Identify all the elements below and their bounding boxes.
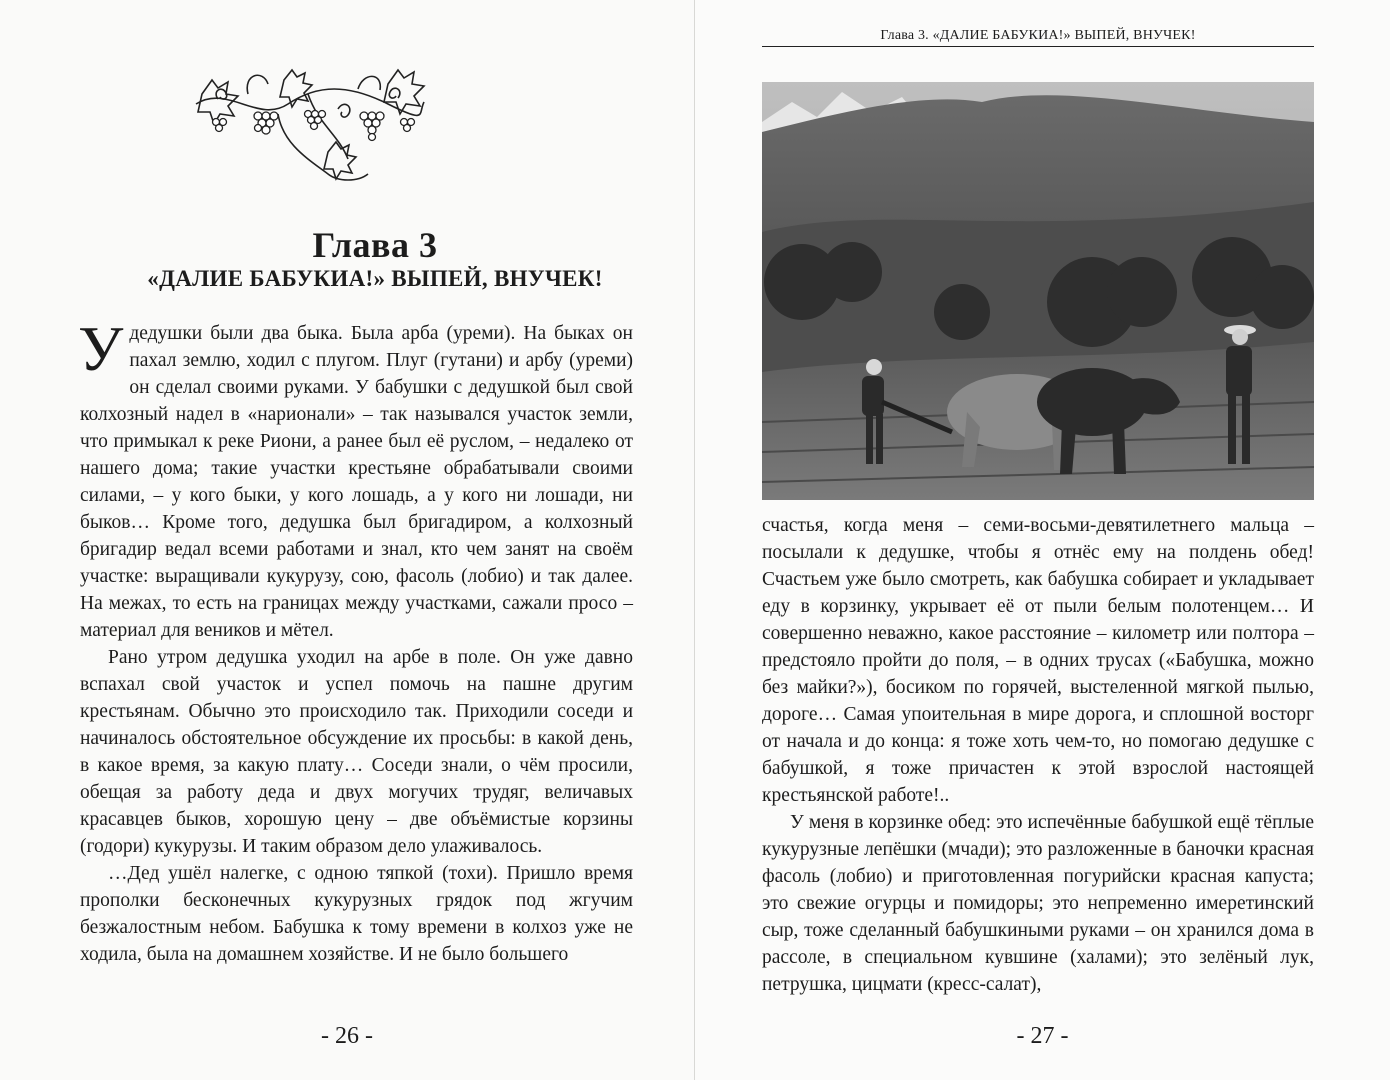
paragraph: Рано утром дедушка уходил на арбе в поле. Он уже давно вспахал свой участок и успел помочь на пашне другим крестьянам. Обычно это происходило так. Приходили соседи и начиналось обстоятельное обсуждение их просьбы: в какой день, в какое время, за какую плату… Соседи знали, о чём просили, обещая за работу деда и двух могучих трудяг, величавых красавцев быков, хорошую цену – две объёмистые корзины (годори) кукурузы. И таким образом дело улаживалось. bbox=[80, 647, 633, 857]
left-page-text bbox=[78, 313, 633, 968]
header-rule bbox=[762, 46, 1314, 47]
chapter-title: Глава 3 bbox=[312, 225, 438, 265]
paragraph: У меня в корзинке обед: это испечённые бабушкой ещё тёплые кукурузные лепёшки (мчади); это разложенные в баночки красная фасоль (лобио) и приготовленная погурийски красная капуста; это свежие огурцы и помидоры; это непременно имеретинский сыр, тоже сделанный бабушкиными руками – он хранился дома в рассоле, в специальном кувшине (халами); это зелёный лук, петрушка, цицмати (кресс-салат), bbox=[762, 812, 1314, 995]
grapevine-ornament-icon bbox=[188, 64, 428, 194]
paragraph: счастья, когда меня – семи-восьми-девятилетнего мальца – посылали к дедушке, чтобы я отнёс ему на полдень обед! Счастьем уже было смотреть, как бабушка собирает и укладывает еду в корзинку, укрывает её от пыли белым полотенцем… И совершенно неважно, какое расстояние – километр или полтора – предстояло пройти до поля, – в одних трусах («Бабушка, можно без майки?»), босиком по горячей, выстеленной мягкой пылью, дороге… Самая упоительная в мире дорога, и сплошной восторг от начала и до конца: я тоже хоть чем-то, но помогаю дедушке с бабушкой, я тоже причастен к этой взрослой настоящей крестьянской работе!.. bbox=[762, 515, 1314, 806]
drop-cap: У bbox=[78, 313, 124, 384]
right-page-text bbox=[762, 512, 1314, 998]
page-number: - 26 - bbox=[321, 1023, 373, 1049]
paragraph: …Дед ушёл налегке, с одною тяпкой (тохи). Пришло время прополки бесконечных кукурузных грядок под жгучим безжалостным небом. Бабушка к тому времени в колхоз уже не ходила, была на домашнем хозяйстве. И не было большего bbox=[80, 863, 633, 965]
chapter-subtitle: «ДАЛИЕ БАБУКИА!» ВЫПЕЙ, ВНУЧЕК! bbox=[147, 266, 603, 291]
right-page bbox=[695, 0, 1390, 1080]
paragraph-text: дедушки были два быка. Была арба (уреми). На быках он пахал землю, ходил с плугом. Плуг (гутани) и арбу (уреми) он сделал своими руками. У бабушки с дедушкой был свой колхозный надел в «нарионали» – так назывался участок земли, что примыкал к реке Риони, а ранее был её руслом, – недалеко от нашего дома; такие участки крестьяне обрабатывали своими силами, – у кого быки, у кого лошадь, а у кого ни лошади, ни быков… Кроме того, дедушка был бригадиром, а колхозный бригадир ведал всеми работами и знал, кто чем занят на своём участке: выращивали кукурузу, сою, фасоль (лобио) и так далее. На межах, то есть на границах между участками, сажали просо – материал для веников и мётел. bbox=[80, 323, 633, 641]
page-number: - 27 - bbox=[1016, 1023, 1069, 1049]
photo-plowing-oxen-icon bbox=[762, 82, 1314, 500]
running-head: Глава 3. «ДАЛИЕ БАБУКИА!» ВЫПЕЙ, ВНУЧЕК! bbox=[880, 28, 1196, 43]
paragraph bbox=[78, 313, 633, 644]
